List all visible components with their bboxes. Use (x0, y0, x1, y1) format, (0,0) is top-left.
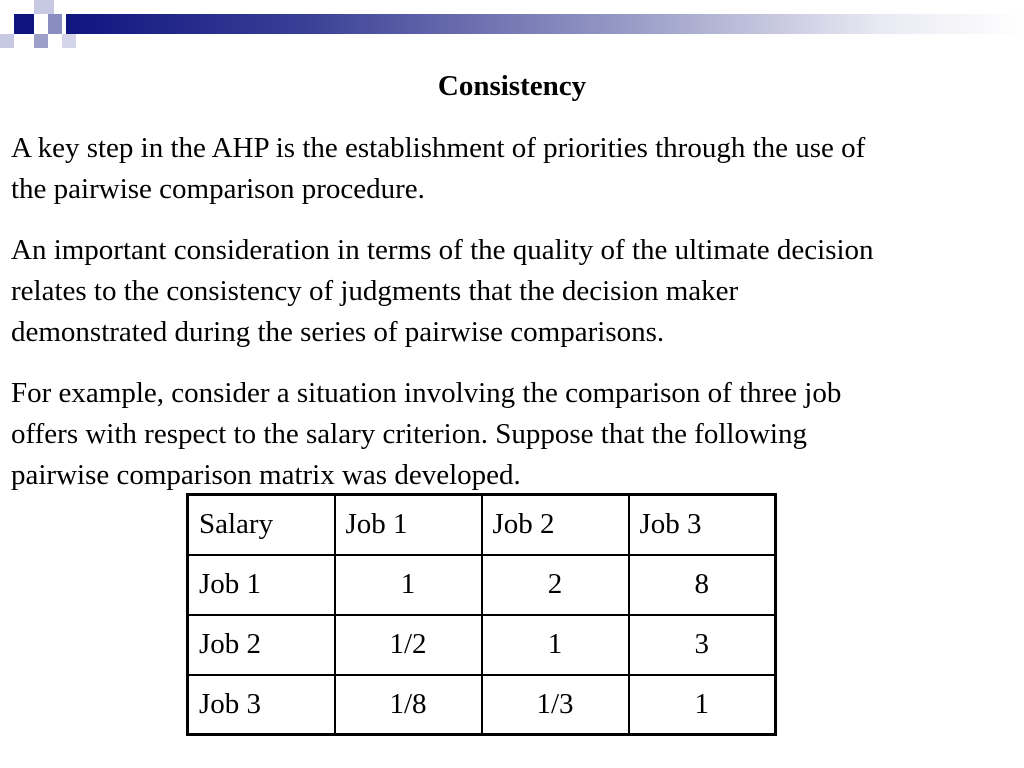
decor-square-light (34, 0, 54, 14)
paragraph-line: An important consideration in terms of the quality of the ultimate decision (11, 234, 874, 266)
decor-square-mid (48, 14, 62, 34)
table-cell: 1/3 (482, 675, 629, 735)
table-row (188, 615, 776, 675)
header-gradient-band (66, 14, 1024, 34)
paragraph-line: For example, consider a situation involving the comparison of three job (11, 377, 842, 409)
slide-title: Consistency (437, 70, 587, 102)
decor-square-pale-2 (62, 34, 76, 48)
table-header-cell: Job 2 (482, 495, 629, 555)
paragraph-example (11, 373, 1016, 496)
table-cell: 2 (482, 555, 629, 615)
paragraph-ahp-step (11, 128, 1016, 210)
table-header-cell: Job 1 (335, 495, 482, 555)
paragraph-line: demonstrated during the series of pairwise comparisons. (11, 316, 665, 348)
paragraph-line: pairwise comparison matrix was developed. (11, 459, 521, 491)
table-header-cell: Salary (188, 495, 335, 555)
paragraph-line: offers with respect to the salary criterion. Suppose that the following (11, 418, 807, 450)
table-cell: 1 (629, 675, 776, 735)
table-cell: 1/8 (335, 675, 482, 735)
table-row (188, 555, 776, 615)
table-cell: 1/2 (335, 615, 482, 675)
decor-square-mid-2 (34, 34, 48, 48)
paragraph-line: A key step in the AHP is the establishment of priorities through the use of (11, 132, 866, 164)
table-header-cell: Job 3 (629, 495, 776, 555)
table-cell: 3 (629, 615, 776, 675)
paragraph-line: the pairwise comparison procedure. (11, 173, 425, 205)
table-row (188, 675, 776, 735)
table-row-header: Job 1 (188, 555, 335, 615)
table-cell: 1 (482, 615, 629, 675)
table-header-row (188, 495, 776, 555)
table-cell: 1 (335, 555, 482, 615)
paragraph-consideration (11, 230, 1016, 353)
table-cell: 8 (629, 555, 776, 615)
table-row-header: Job 3 (188, 675, 335, 735)
decor-square-pale (0, 34, 14, 48)
decor-square-dark (14, 14, 34, 34)
table-row-header: Job 2 (188, 615, 335, 675)
paragraph-line: relates to the consistency of judgments that the decision maker (11, 275, 739, 307)
pairwise-comparison-table (186, 493, 777, 736)
